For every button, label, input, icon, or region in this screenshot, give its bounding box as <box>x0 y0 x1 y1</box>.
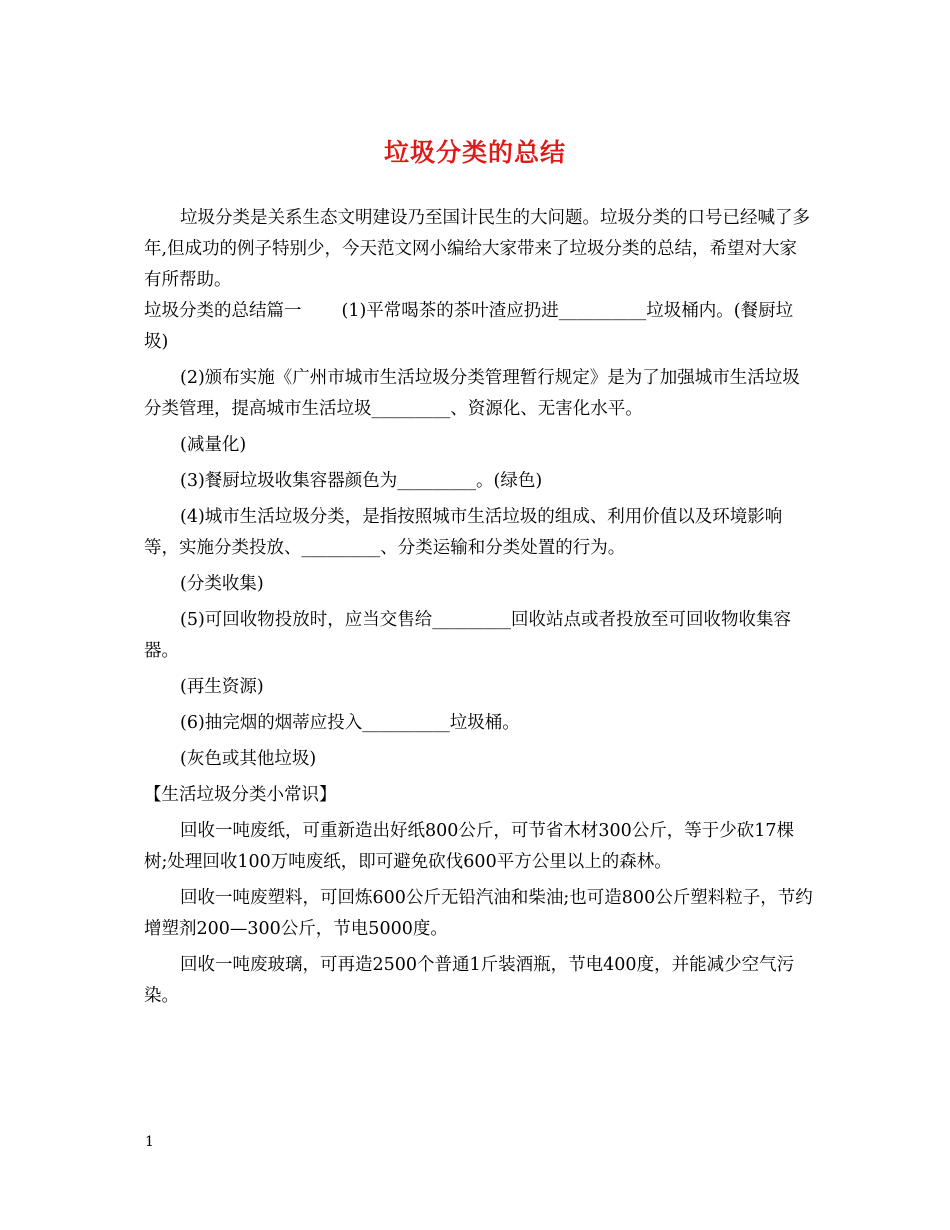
question-5: (5)可回收物投放时，应当交售给_________回收站点或者投放至可回收物收集容器。 <box>144 610 792 661</box>
answer-4: (分类收集) <box>180 574 264 594</box>
tip-paper: 回收一吨废纸，可重新造出好纸800公斤，可节省木材300公斤，等于少砍17棵树;处理回收100万吨废纸，即可避免砍伐600平方公里以上的森林。 <box>144 821 795 872</box>
tip-glass: 回收一吨废玻璃，可再造2500个普通1斤装酒瓶，节电400度，并能减少空气污染。 <box>144 955 795 1006</box>
tip-plastic: 回收一吨废塑料，可回炼600公斤无铅汽油和柴油;也可造800公斤塑料粒子，节约增塑剂200—300公斤，节电5000度。 <box>144 888 813 939</box>
answer-6: (灰色或其他垃圾) <box>180 749 317 769</box>
tips-heading: 【生活垃圾分类小常识】 <box>144 785 337 805</box>
page-number: 1 <box>145 1134 154 1150</box>
question-3: (3)餐厨垃圾收集容器颜色为_________。(绿色) <box>180 471 543 491</box>
question-4: (4)城市生活垃圾分类，是指按照城市生活垃圾的组成、利用价值以及环境影响等，实施分类投放、_________、分类运输和分类处置的行为。 <box>144 507 783 558</box>
question-1: (1)平常喝茶的茶叶渣应扔进__________垃圾桶内。(餐厨垃圾) <box>144 301 794 352</box>
question-6: (6)抽完烟的烟蒂应投入__________垃圾桶。 <box>180 713 520 733</box>
question-2: (2)颁布实施《广州市城市生活垃圾分类管理暂行规定》是为了加强城市生活垃圾分类管理，提高城市生活垃圾_________、资源化、无害化水平。 <box>144 368 800 419</box>
page-title: 垃圾分类的总结 <box>383 138 566 167</box>
answer-2: (减量化) <box>180 435 247 455</box>
section-heading-line <box>144 296 814 358</box>
intro-paragraph: 垃圾分类是关系生态文明建设乃至国计民生的大问题。垃圾分类的口号已经喊了多年,但成功的例子特别少，今天范文网小编给大家带来了垃圾分类的总结，希望对大家有所帮助。 <box>144 208 810 290</box>
document-body <box>144 203 814 1012</box>
answer-5: (再生资源) <box>180 677 264 697</box>
section-heading: 垃圾分类的总结篇一 <box>144 301 302 321</box>
